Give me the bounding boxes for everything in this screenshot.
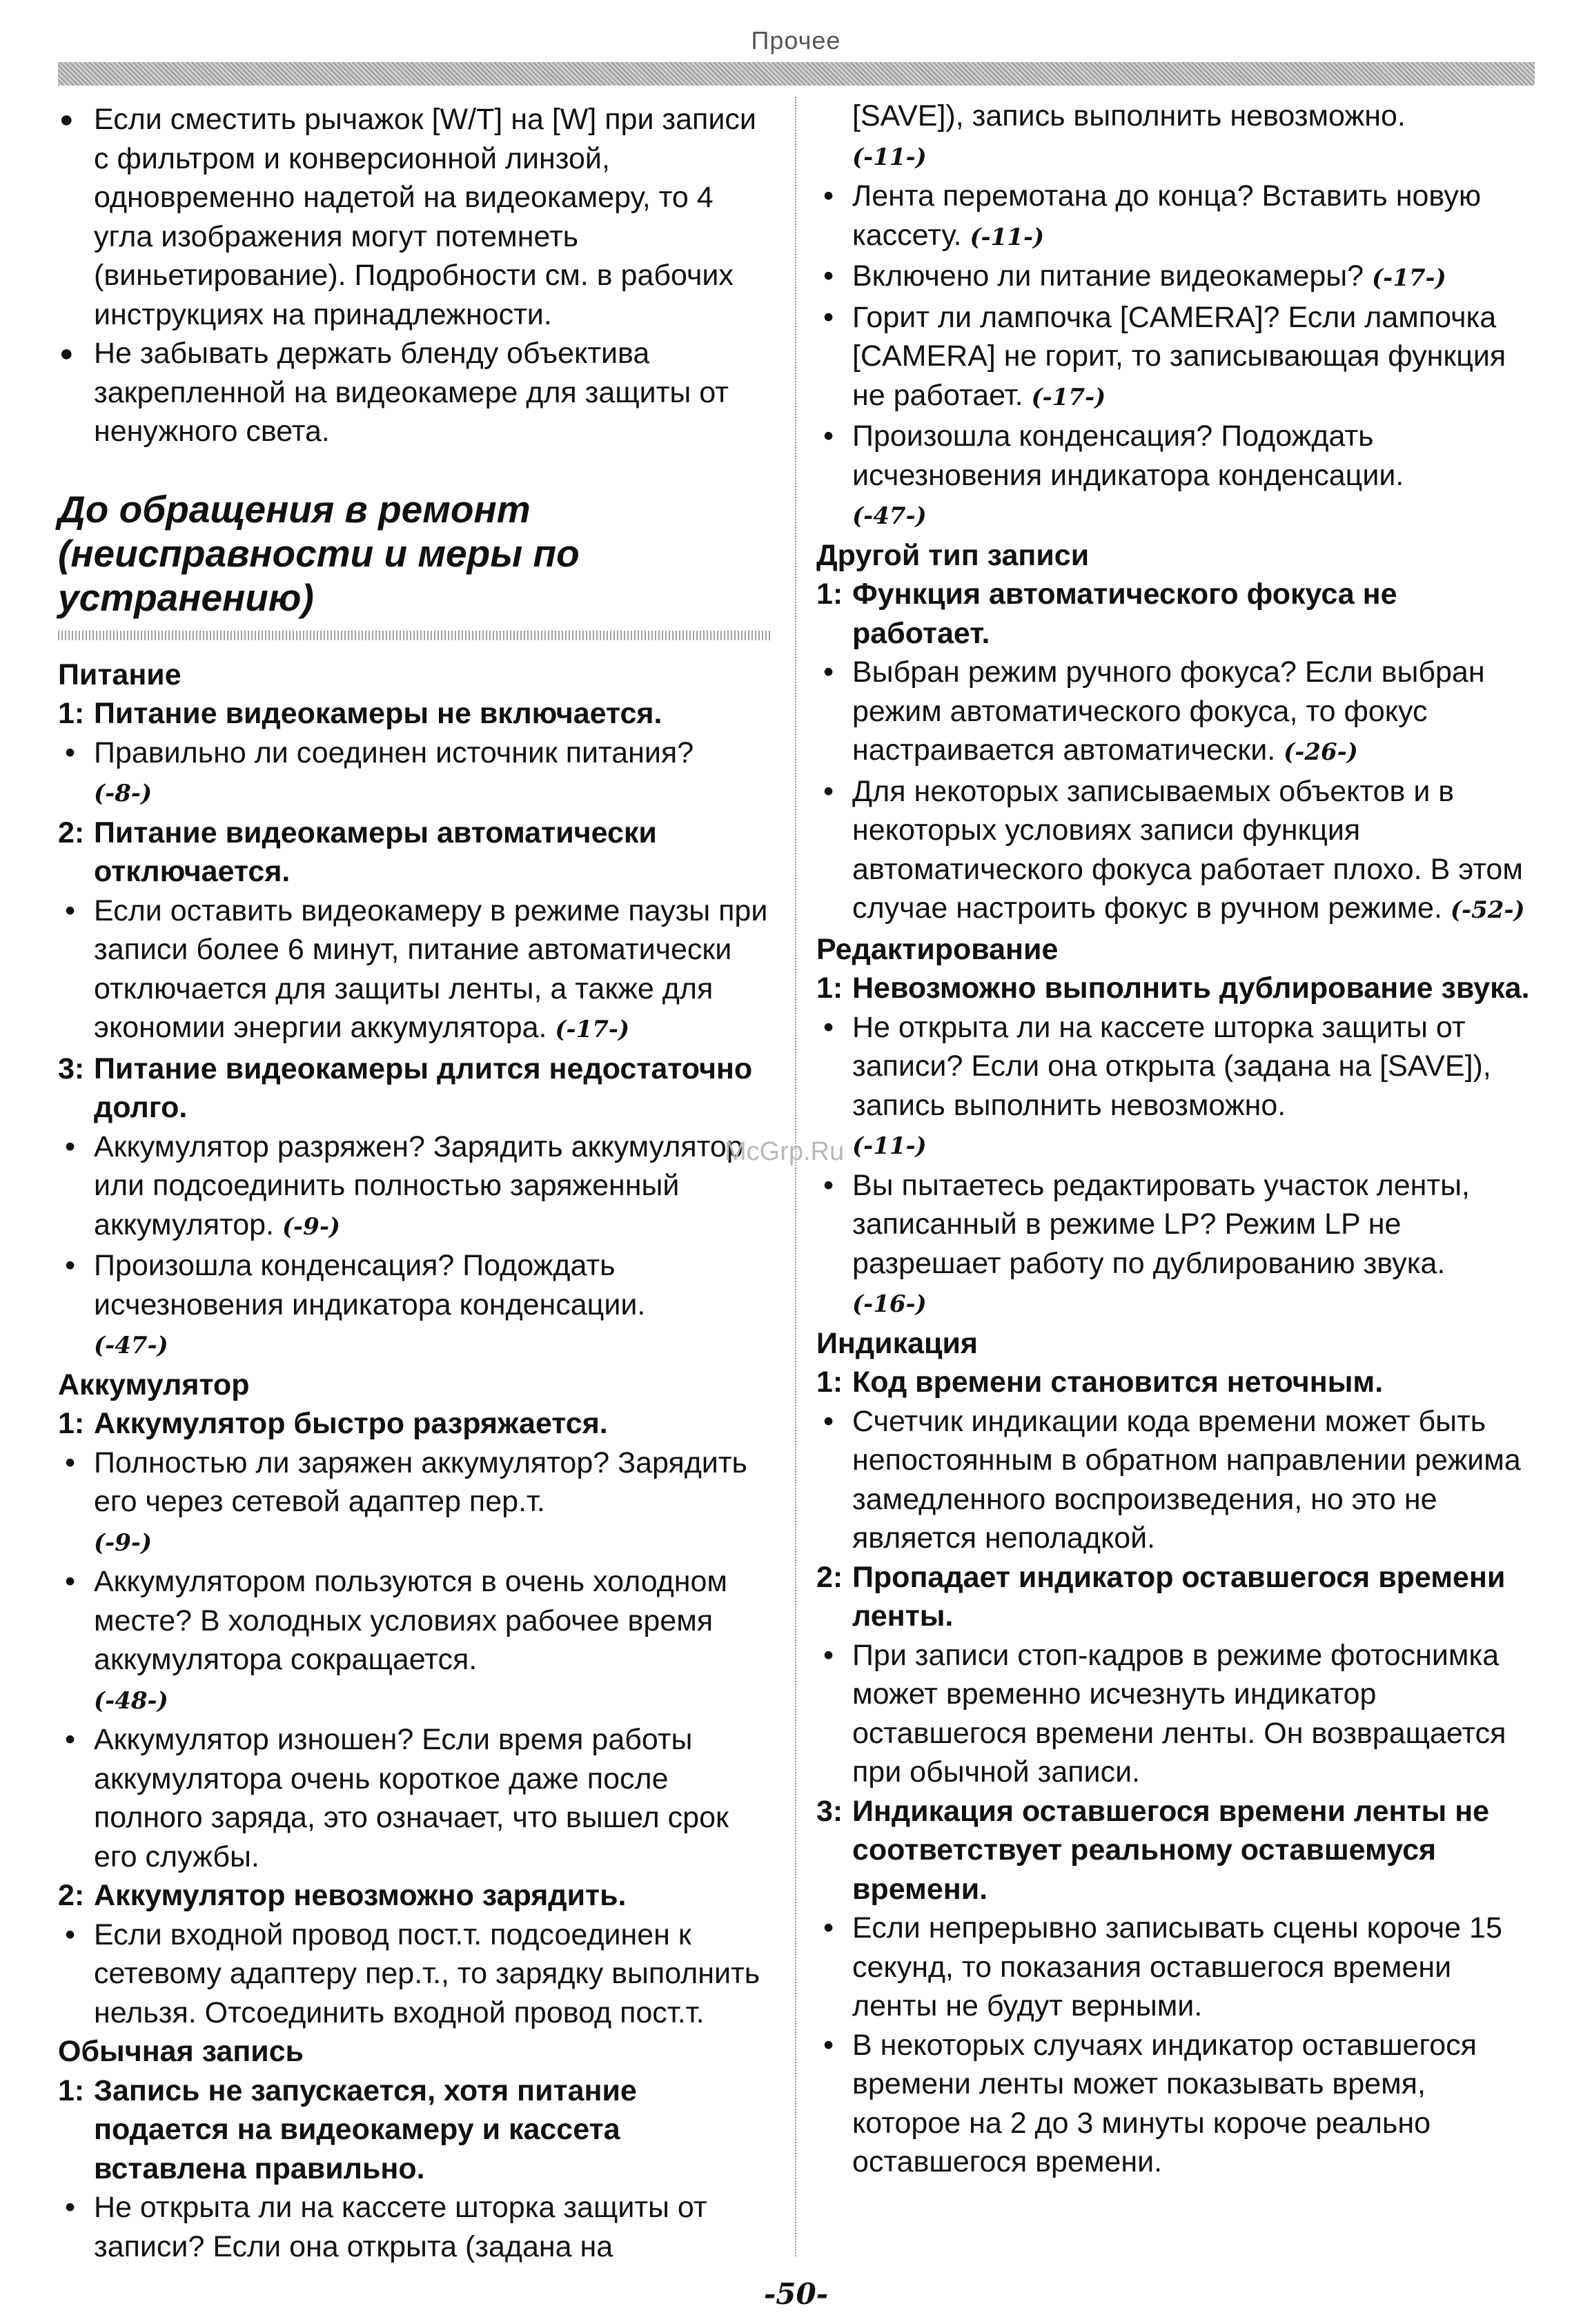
bullet-icon: • <box>65 1446 76 1479</box>
watermark: McGrp.Ru <box>725 1137 845 1166</box>
subheading-other-recording: Другой тип записи <box>816 538 1090 572</box>
subheading-editing: Редактирование <box>816 932 1059 966</box>
subheading-display: Индикация <box>816 1326 979 1360</box>
remedy-bullet: • Горит ли лампочка [CAMERA]? Если лампочка [CAMERA] не горит, то записывающая функция не работает. (-17-) <box>816 298 1534 417</box>
bullet-icon: ● <box>59 106 74 132</box>
page-reference: (-47-) <box>852 502 927 530</box>
bullet-icon: • <box>65 736 76 769</box>
remedy-continuation: [SAVE]), запись выполнить невозможно. (-11-) <box>852 99 1406 171</box>
bullet-icon: • <box>823 179 834 213</box>
right-column <box>816 97 1534 2182</box>
subheading-normal-recording: Обычная запись <box>58 2035 304 2068</box>
remedy-bullet: • При записи стоп-кадров в режиме фотоснимка может временно исчезнуть индикатор оставшегося времени ленты. Он возвращается при обычной записи. <box>816 1636 1534 1792</box>
problem-item: 1: Функция автоматического фокуса не работает. <box>816 578 1397 650</box>
problem-item: 2: Питание видеокамеры автоматически отключается. <box>58 816 657 888</box>
intro-bullet: ● Если сместить рычажок [W/T] на [W] при записи с фильтром и конверсионной линзой, одновременно надетой на видеокамеру, то 4 угла изображения могут потемнеть (виньетирование). Подробности см. в рабочих инструкциях на принадлежности. <box>58 100 779 334</box>
bullet-icon: • <box>65 894 76 927</box>
subheading-battery: Аккумулятор <box>58 1368 250 1401</box>
bullet-icon: • <box>823 774 834 808</box>
remedy-bullet: • Если непрерывно записывать сцены короче 15 секунд, то показания оставшегося времени ленты не будут верными. <box>816 1909 1534 2026</box>
subheading-power: Питание <box>58 658 181 691</box>
problem-item: 1: Код времени становится неточным. <box>816 1366 1384 1399</box>
bullet-icon: • <box>823 1404 834 1438</box>
remedy-bullet: • Счетчик индикации кода времени может быть непостоянным в обратном направлении режима замедленного воспроизведения, но это не является неполадкой. <box>816 1402 1534 1558</box>
remedy-bullet: • Включено ли питание видеокамеры? (-17-) <box>816 257 1534 298</box>
bullet-icon: • <box>65 1249 76 1282</box>
remedy-bullet: • Не открыта ли на кассете шторка защиты от записи? Если она открыта (задана на [SAVE]), запись выполнить невозможно. (-11-) <box>816 1008 1534 1166</box>
left-column <box>58 100 779 2266</box>
remedy-bullet: • Аккумулятор разряжен? Зарядить аккумулятор или подсоединить полностью заряженный аккумулятор. (-9-) <box>58 1127 779 1247</box>
page-reference: (-48-) <box>94 1686 168 1715</box>
bullet-icon: • <box>823 1638 834 1672</box>
remedy-bullet: • Аккумулятор изношен? Если время работы аккумулятора очень короткое даже после полного заряда, это означает, что вышел срок его службы. <box>58 1720 779 1876</box>
bullet-icon: • <box>823 1168 834 1202</box>
problem-item: 2: Аккумулятор невозможно зарядить. <box>58 1879 627 1912</box>
remedy-bullet: • Произошла конденсация? Подождать исчезновения индикатора конденсации. (-47-) <box>816 417 1534 536</box>
bullet-icon: • <box>65 1723 76 1756</box>
bullet-icon: • <box>823 656 834 689</box>
page-reference: (-16-) <box>852 1290 927 1318</box>
page-number: -50- <box>763 2277 829 2311</box>
header-band <box>58 62 1535 86</box>
page-reference: (-11-) <box>852 1132 927 1160</box>
section-rule <box>58 631 772 640</box>
page-reference: (-26-) <box>1284 738 1358 766</box>
remedy-bullet: • Аккумулятором пользуются в очень холодном месте? В холодных условиях рабочее время аккумулятора сокращается. (-48-) <box>58 1562 779 1720</box>
bullet-icon: • <box>823 300 834 334</box>
page-reference: (-47-) <box>94 1332 168 1359</box>
remedy-bullet: • Произошла конденсация? Подождать исчезновения индикатора конденсации. (-47-) <box>58 1246 779 1366</box>
problem-item: 3: Питание видеокамеры длится недостаточно долго. <box>58 1052 753 1124</box>
page-reference: (-9-) <box>94 1528 153 1557</box>
problem-item: 1: Питание видеокамеры не включается. <box>58 697 662 730</box>
page-reference: (-9-) <box>282 1212 341 1241</box>
bullet-icon: • <box>823 259 834 293</box>
intro-bullet: ● Не забывать держать бленду объектива закрепленной на видеокамере для защиты от ненужного света. <box>58 334 779 451</box>
bullet-icon: • <box>65 1130 76 1163</box>
remedy-bullet: • Если входной провод пост.т. подсоединен к сетевому адаптеру пер.т., то зарядку выполнить нельзя. Отсоединить входной провод пост.т. <box>58 1916 779 2033</box>
bullet-icon: • <box>823 1911 834 1944</box>
bullet-icon: • <box>823 2028 834 2062</box>
problem-item: 3: Индикация оставшегося времени ленты не соответствует реальному оставшемуся времени. <box>816 1794 1490 1906</box>
bullet-icon: • <box>823 420 834 453</box>
bullet-icon: • <box>65 1918 76 1951</box>
remedy-bullet: • Правильно ли соединен источник питания? (-8-) <box>58 733 779 814</box>
page-reference: (-11-) <box>852 143 927 171</box>
problem-item: 1: Аккумулятор быстро разряжается. <box>58 1407 608 1440</box>
page-reference: (-17-) <box>1372 264 1446 292</box>
bullet-icon: • <box>65 1565 76 1598</box>
remedy-bullet: • Вы пытаетесь редактировать участок ленты, записанный в режиме LP? Режим LP не разрешает работу по дублированию звука. (-16-) <box>816 1166 1534 1324</box>
section-title: До обращения в ремонт (неисправности и меры по устранению) <box>58 487 580 619</box>
bullet-icon: • <box>823 1010 834 1044</box>
page-reference: (-8-) <box>94 780 153 807</box>
remedy-bullet: • Полностью ли заряжен аккумулятор? Зарядить его через сетевой адаптер пер.т. (-9-) <box>58 1444 779 1563</box>
remedy-bullet: • Для некоторых записываемых объектов и в некоторых условиях записи функция автоматического фокуса работает плохо. В этом случае настроить фокус в ручном режиме. (-52-) <box>816 772 1534 930</box>
page-reference: (-11-) <box>970 223 1045 251</box>
problem-item: 2: Пропадает индикатор оставшегося времени ленты. <box>816 1560 1506 1633</box>
problem-item: 1: Запись не запускается, хотя питание подается на видеокамеру и кассета вставлена правильно. <box>58 2074 637 2185</box>
remedy-bullet: • Если оставить видеокамеру в режиме паузы при записи более 6 минут, питание автоматически отключается для защиты ленты, а также для экономии энергии аккумулятора. (-17-) <box>58 892 779 1050</box>
page-reference: (-17-) <box>1031 383 1106 411</box>
bullet-icon: ● <box>59 340 74 366</box>
remedy-bullet: • Лента перемотана до конца? Вставить новую кассету. (-11-) <box>816 177 1534 257</box>
remedy-bullet: • В некоторых случаях индикатор оставшегося времени ленты может показывать время, которое на 2 до 3 минуты короче реально оставшегося времени. <box>816 2026 1534 2182</box>
page-reference: (-17-) <box>555 1016 630 1043</box>
remedy-bullet: • Выбран режим ручного фокуса? Если выбран режим автоматического фокуса, то фокус настраивается автоматически. (-26-) <box>816 653 1534 772</box>
column-divider <box>795 97 796 2256</box>
page-header-title: Прочее <box>751 26 841 55</box>
problem-item: 1: Невозможно выполнить дублирование звука. <box>816 972 1530 1005</box>
remedy-bullet: • Не открыта ли на кассете шторка защиты от записи? Если она открыта (задана на <box>58 2188 779 2266</box>
page-reference: (-52-) <box>1450 896 1525 924</box>
bullet-icon: • <box>65 2191 76 2224</box>
